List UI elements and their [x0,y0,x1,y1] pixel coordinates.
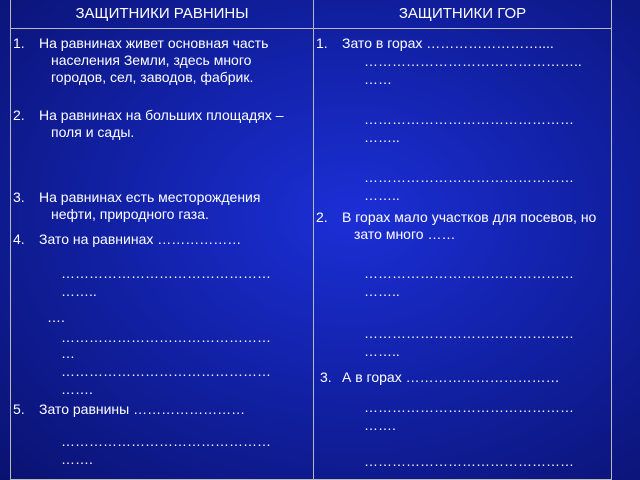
mountains-header: ЗАЩИТНИКИ ГОР [314,0,611,29]
blank-line: ……………………………………… [364,169,574,185]
item-number: 1. [13,35,25,51]
blank-line: ……. [364,417,396,433]
blank-line: ……………………………………… [364,265,574,281]
item-text: Зато на равнинах ……………… [39,231,242,247]
plains-item-2 [11,107,309,141]
plains-header: ЗАЩИТНИКИ РАВНИНЫ [11,0,313,29]
blank-line: …….. [364,283,400,299]
blank-line: ……………………………………… [61,329,271,345]
blank-line: ……………………………………… [364,325,574,341]
blank-line: ……………………………………… [61,433,271,449]
blank-line: ……. [61,381,93,397]
mountains-item-2 [314,209,607,243]
plains-column [11,0,314,479]
plains-item-4 [11,231,309,248]
blank-line: ……………………………………….. [364,53,582,69]
item-number: 3. [320,369,332,385]
item-text: На равнинах есть месторождения нефти, природного газа. [39,189,261,222]
blank-line: ……. [61,451,93,467]
blank-line: ……………………………………… [364,453,574,469]
blank-line: …….. [61,283,97,299]
blank-line: …… [364,71,392,87]
mountains-item-3 [314,369,607,386]
item-text: На равнинах на больших площадях – поля и сады. [39,107,284,140]
item-text: На равнинах живет основная часть населения Земли, здесь много городов, сел, заводов, фабрик. [39,35,269,85]
plains-item-3 [11,189,309,223]
mountains-item-1 [314,35,607,52]
blank-line: …. [47,309,65,325]
item-text: В горах мало участков для посевов, но зато много …… [342,209,597,242]
blank-line: ……………………………………… [364,111,574,127]
item-text: Зато в горах …………………….... [342,35,554,51]
blank-line: ……………………………………… [61,265,271,281]
comparison-table [10,0,612,480]
item-text: Зато равнины …………………… [39,401,246,417]
item-number: 1. [316,35,328,51]
blank-line: ……………………………………… [364,399,574,415]
item-text: А в горах …………………………… [342,369,560,385]
plains-item-5 [11,401,309,418]
mountains-column [314,0,611,479]
plains-item-1 [11,35,309,86]
blank-line: … [61,345,75,361]
item-number: 2. [316,209,328,225]
item-number: 3. [13,189,25,205]
blank-line: …….. [364,343,400,359]
item-number: 2. [13,107,25,123]
blank-line: …….. [364,187,400,203]
blank-line: ……………………………………… [61,363,271,379]
item-number: 5. [13,401,25,417]
blank-line: …….. [364,129,400,145]
item-number: 4. [13,231,25,247]
